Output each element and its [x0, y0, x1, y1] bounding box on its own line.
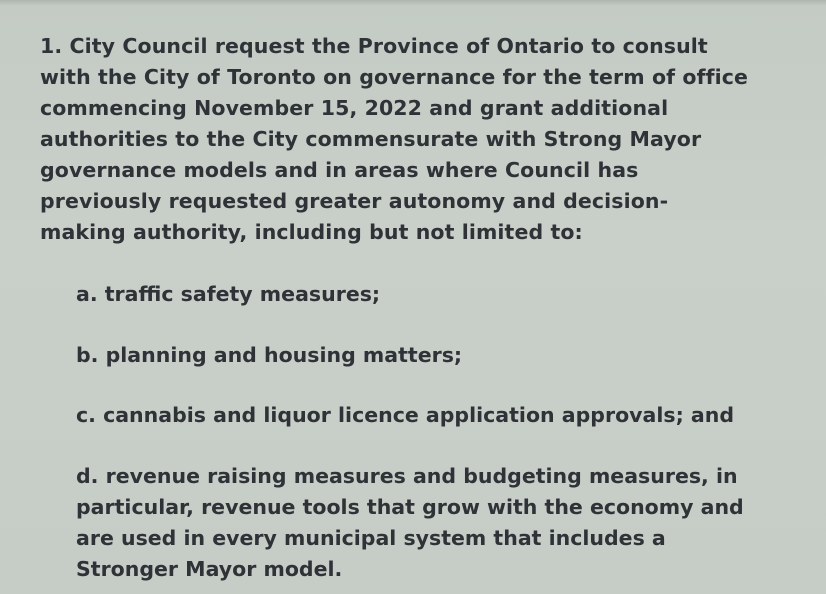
list-item-d [76, 461, 796, 585]
resolution-line: 1. City Council request the Province of Ontario to consult [40, 34, 708, 58]
resolution-paragraph [40, 31, 800, 248]
resolution-line: making authority, including but not limited to: [40, 220, 583, 244]
list-item-line: particular, revenue tools that grow with the economy and [76, 495, 744, 519]
resolution-line: commencing November 15, 2022 and grant additional [40, 96, 669, 120]
list-item-line: a. traffic safety measures; [76, 282, 381, 306]
resolution-line: previously requested greater autonomy and decision- [40, 189, 669, 213]
list-item-line: Stronger Mayor model. [76, 557, 343, 581]
resolution-line: with the City of Toronto on governance for the term of office [40, 65, 748, 89]
list-item-line: c. cannabis and liquor licence application approvals; and [76, 403, 735, 427]
list-item-line: are used in every municipal system that includes a [76, 526, 666, 550]
list-item-line: d. revenue raising measures and budgeting measures, in [76, 464, 738, 488]
list-item-c [76, 400, 796, 431]
top-edge-shadow [0, 0, 826, 6]
list-item-b [76, 340, 796, 371]
resolution-line: authorities to the City commensurate with Strong Mayor [40, 127, 702, 151]
resolution-line: governance models and in areas where Council has [40, 158, 639, 182]
list-item-line: b. planning and housing matters; [76, 343, 463, 367]
list-item-a [76, 279, 796, 310]
